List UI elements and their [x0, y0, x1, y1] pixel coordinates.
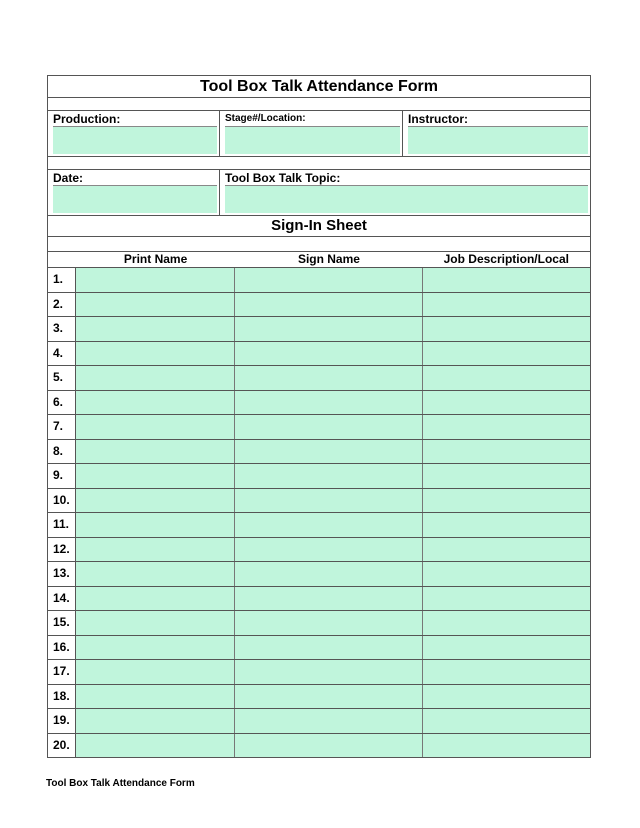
print-name-field[interactable] — [76, 587, 235, 611]
table-row — [48, 365, 590, 390]
sign-name-field[interactable] — [235, 611, 422, 635]
table-row — [48, 414, 590, 439]
table-row — [48, 659, 590, 684]
row-number: 17. — [48, 660, 76, 684]
print-name-field[interactable] — [76, 734, 235, 758]
sign-name-field[interactable] — [235, 513, 422, 537]
job-description-field[interactable] — [423, 709, 590, 733]
row-number: 13. — [48, 562, 76, 586]
spacer-row — [48, 237, 590, 252]
table-row — [48, 537, 590, 562]
table-row — [48, 316, 590, 341]
job-description-field[interactable] — [423, 489, 590, 513]
job-description-field[interactable] — [423, 562, 590, 586]
sign-name-field[interactable] — [235, 538, 422, 562]
row-number: 4. — [48, 342, 76, 366]
row-number: 20. — [48, 734, 76, 758]
job-description-field[interactable] — [423, 685, 590, 709]
print-name-field[interactable] — [76, 391, 235, 415]
table-row — [48, 292, 590, 317]
print-name-field[interactable] — [76, 293, 235, 317]
job-description-field[interactable] — [423, 611, 590, 635]
sign-name-field[interactable] — [235, 342, 422, 366]
sign-in-rows — [48, 268, 590, 757]
table-row — [48, 463, 590, 488]
job-description-field[interactable] — [423, 464, 590, 488]
table-row — [48, 684, 590, 709]
table-row — [48, 268, 590, 292]
print-name-field[interactable] — [76, 342, 235, 366]
instructor-cell — [403, 111, 590, 156]
production-cell — [48, 111, 220, 156]
date-label: Date: — [53, 171, 84, 185]
row-number: 12. — [48, 538, 76, 562]
print-name-field[interactable] — [76, 709, 235, 733]
instructor-field[interactable] — [408, 126, 588, 154]
info-row-production — [48, 111, 590, 157]
row-number: 1. — [48, 268, 76, 292]
table-row — [48, 733, 590, 758]
sign-name-field[interactable] — [235, 685, 422, 709]
row-number: 8. — [48, 440, 76, 464]
sign-name-field[interactable] — [235, 268, 422, 292]
job-description-field[interactable] — [423, 366, 590, 390]
row-number: 5. — [48, 366, 76, 390]
job-description-field[interactable] — [423, 391, 590, 415]
sign-name-field[interactable] — [235, 709, 422, 733]
instructor-label: Instructor: — [408, 112, 468, 126]
sign-name-field[interactable] — [235, 293, 422, 317]
row-number: 3. — [48, 317, 76, 341]
print-name-field[interactable] — [76, 440, 235, 464]
spacer-row — [48, 98, 590, 111]
spacer-row — [48, 157, 590, 170]
info-row-date — [48, 170, 590, 216]
print-name-field[interactable] — [76, 611, 235, 635]
print-name-field[interactable] — [76, 513, 235, 537]
table-row — [48, 561, 590, 586]
print-name-field[interactable] — [76, 685, 235, 709]
sign-name-field[interactable] — [235, 440, 422, 464]
print-name-field[interactable] — [76, 317, 235, 341]
row-number: 10. — [48, 489, 76, 513]
row-number: 9. — [48, 464, 76, 488]
table-header — [48, 252, 590, 268]
section-title: Sign-In Sheet — [48, 216, 590, 237]
print-name-field[interactable] — [76, 489, 235, 513]
sign-name-field[interactable] — [235, 391, 422, 415]
sign-name-field[interactable] — [235, 489, 422, 513]
sign-name-field[interactable] — [235, 587, 422, 611]
job-description-field[interactable] — [423, 538, 590, 562]
job-description-field[interactable] — [423, 317, 590, 341]
column-header-print-name: Print Name — [123, 252, 188, 266]
table-row — [48, 708, 590, 733]
job-description-field[interactable] — [423, 636, 590, 660]
column-header-sign-name: Sign Name — [297, 252, 360, 266]
row-number: 11. — [48, 513, 76, 537]
row-number: 14. — [48, 587, 76, 611]
sign-name-field[interactable] — [235, 660, 422, 684]
stage-location-field[interactable] — [225, 126, 400, 154]
job-description-field[interactable] — [423, 587, 590, 611]
job-description-field[interactable] — [423, 268, 590, 292]
job-description-field[interactable] — [423, 513, 590, 537]
job-description-field[interactable] — [423, 660, 590, 684]
table-row — [48, 488, 590, 513]
form-title: Tool Box Talk Attendance Form — [48, 76, 590, 98]
table-row — [48, 439, 590, 464]
footer-text: Tool Box Talk Attendance Form — [46, 778, 195, 789]
row-number: 2. — [48, 293, 76, 317]
stage-location-cell — [220, 111, 403, 156]
job-description-field[interactable] — [423, 342, 590, 366]
table-row — [48, 635, 590, 660]
row-number: 18. — [48, 685, 76, 709]
sign-name-field[interactable] — [235, 366, 422, 390]
column-header-job-description: Job Description/Local — [443, 252, 569, 266]
print-name-field[interactable] — [76, 464, 235, 488]
print-name-field[interactable] — [76, 538, 235, 562]
sign-name-field[interactable] — [235, 562, 422, 586]
topic-label: Tool Box Talk Topic: — [225, 171, 341, 185]
number-column-header — [48, 252, 76, 267]
table-row — [48, 390, 590, 415]
sign-name-field[interactable] — [235, 317, 422, 341]
stage-location-label: Stage#/Location: — [225, 113, 306, 124]
job-description-field[interactable] — [423, 415, 590, 439]
row-number: 15. — [48, 611, 76, 635]
attendance-form — [47, 75, 591, 758]
topic-field[interactable] — [225, 185, 588, 213]
job-description-field[interactable] — [423, 293, 590, 317]
print-name-field[interactable] — [76, 562, 235, 586]
production-label: Production: — [53, 112, 121, 126]
row-number: 19. — [48, 709, 76, 733]
production-field[interactable] — [53, 126, 217, 154]
row-number: 7. — [48, 415, 76, 439]
job-description-field[interactable] — [423, 440, 590, 464]
table-row — [48, 586, 590, 611]
row-number: 6. — [48, 391, 76, 415]
print-name-field[interactable] — [76, 415, 235, 439]
table-row — [48, 610, 590, 635]
sign-name-field[interactable] — [235, 415, 422, 439]
print-name-field[interactable] — [76, 366, 235, 390]
table-row — [48, 512, 590, 537]
sign-name-field[interactable] — [235, 636, 422, 660]
print-name-field[interactable] — [76, 636, 235, 660]
row-number: 16. — [48, 636, 76, 660]
job-description-field[interactable] — [423, 734, 590, 758]
date-cell — [48, 170, 220, 215]
topic-cell — [220, 170, 590, 215]
table-row — [48, 341, 590, 366]
date-field[interactable] — [53, 185, 217, 213]
sign-name-field[interactable] — [235, 464, 422, 488]
print-name-field[interactable] — [76, 660, 235, 684]
sign-name-field[interactable] — [235, 734, 422, 758]
print-name-field[interactable] — [76, 268, 235, 292]
